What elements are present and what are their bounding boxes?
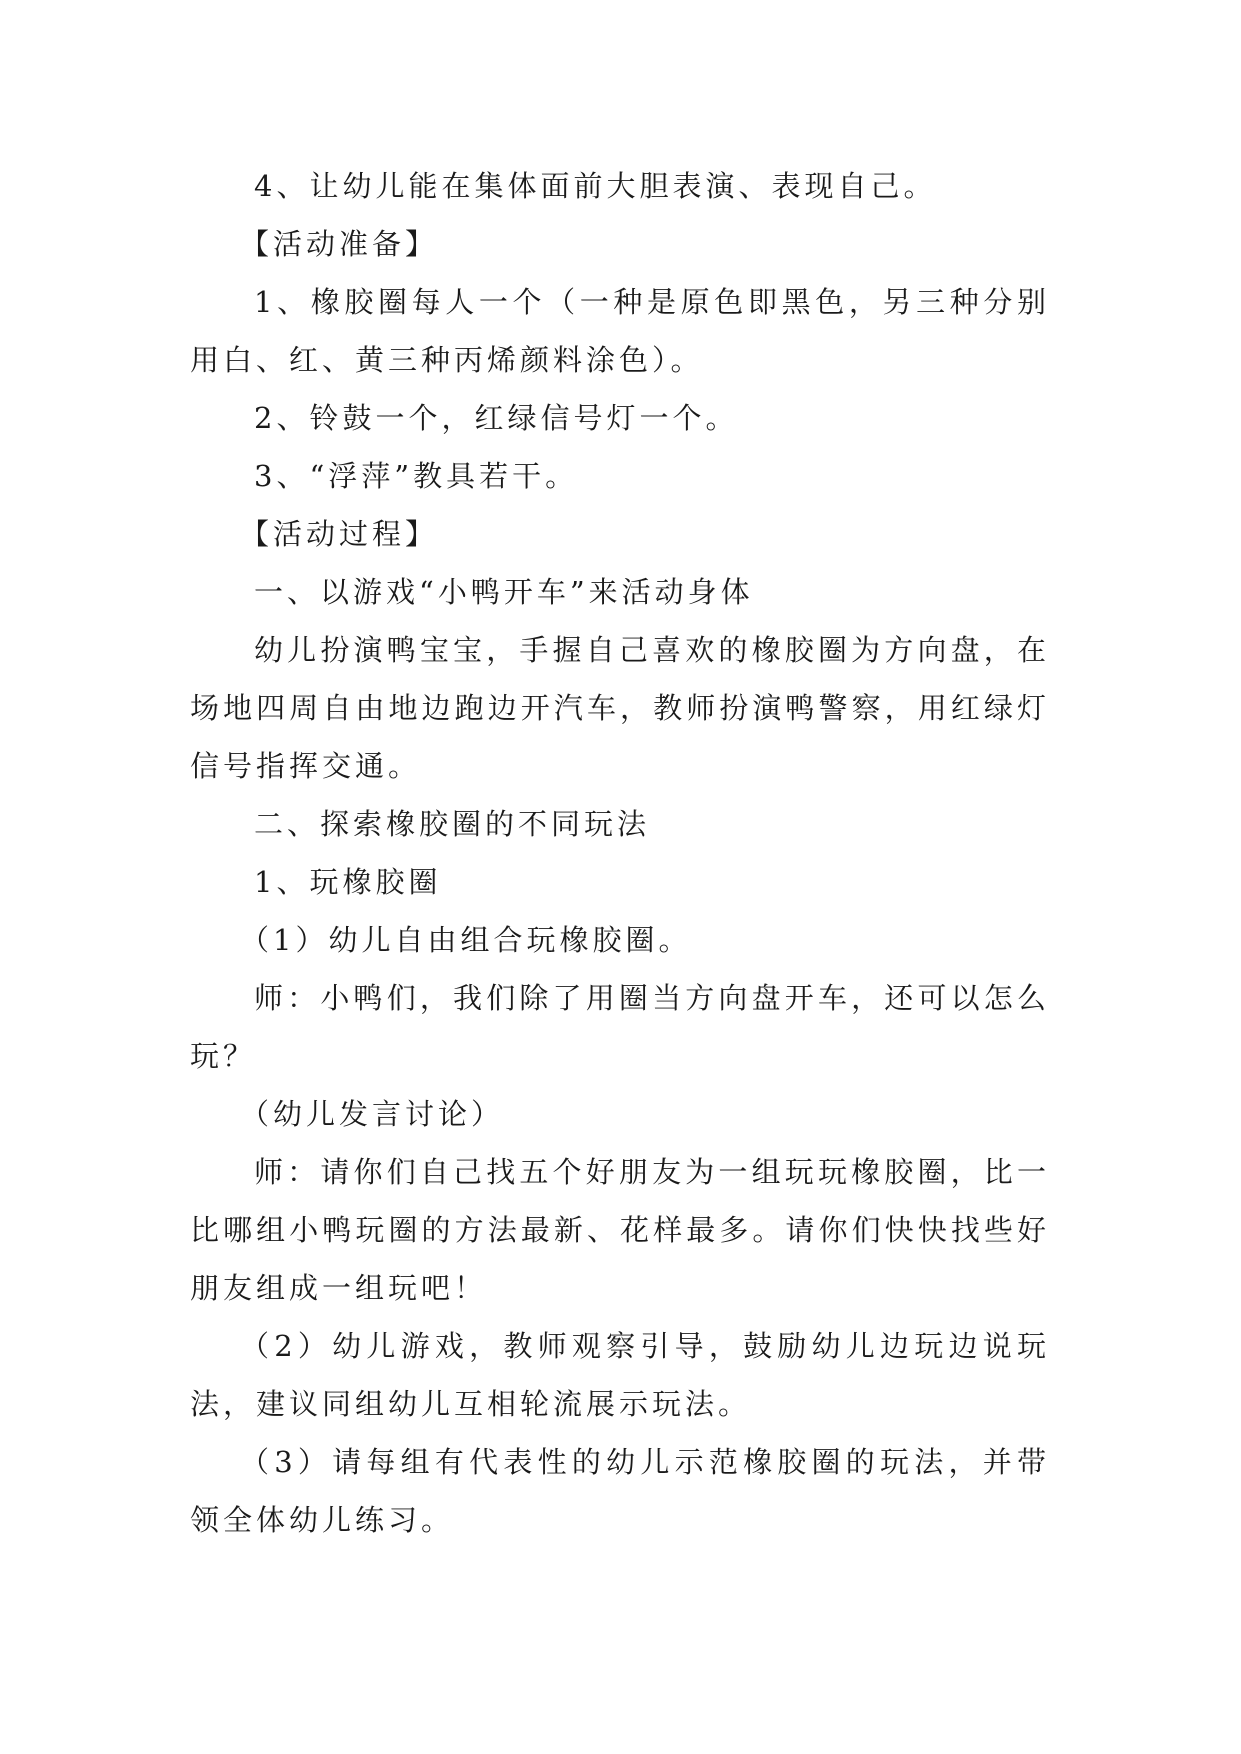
objective-4: 4、让幼儿能在集体面前大胆表演、表现自己。 (254, 169, 937, 203)
document-body (190, 157, 1050, 1549)
sub-step-1: （1）幼儿自由组合玩橡胶圈。 (240, 923, 692, 957)
sub-step-heading: 1、玩橡胶圈 (254, 865, 442, 899)
sub-step-2: （2）幼儿游戏，教师观察引导，鼓励幼儿边玩边说玩法，建议同组幼儿互相轮流展示玩法。 (190, 1329, 1050, 1421)
section-heading-preparation: 【活动准备】 (240, 227, 439, 261)
process-step-1-heading: 一、以游戏“小鸭开车”来活动身体 (254, 575, 754, 609)
teacher-instruction: 师：请你们自己找五个好朋友为一组玩玩橡胶圈，比一比哪组小鸭玩圈的方法最新、花样最多。请你们快快找些好朋友组成一组玩吧！ (190, 1155, 1050, 1305)
section-heading-process: 【活动过程】 (240, 517, 439, 551)
sub-step-3: （3）请每组有代表性的幼儿示范橡胶圈的玩法，并带领全体幼儿练习。 (190, 1445, 1050, 1537)
preparation-item-1: 1、橡胶圈每人一个（一种是原色即黑色，另三种分别用白、红、黄三种丙烯颜料涂色）。 (190, 285, 1050, 377)
process-step-2-heading: 二、探索橡胶圈的不同玩法 (254, 807, 651, 841)
preparation-item-2: 2、铃鼓一个，红绿信号灯一个。 (254, 401, 739, 435)
preparation-item-3: 3、“浮萍”教具若干。 (254, 459, 579, 493)
teacher-question: 师：小鸭们，我们除了用圈当方向盘开车，还可以怎么玩？ (190, 981, 1050, 1073)
children-discussion-note: （幼儿发言讨论） (240, 1097, 505, 1131)
process-step-1-body: 幼儿扮演鸭宝宝，手握自己喜欢的橡胶圈为方向盘，在场地四周自由地边跑边开汽车，教师扮演鸭警察，用红绿灯信号指挥交通。 (190, 633, 1050, 783)
